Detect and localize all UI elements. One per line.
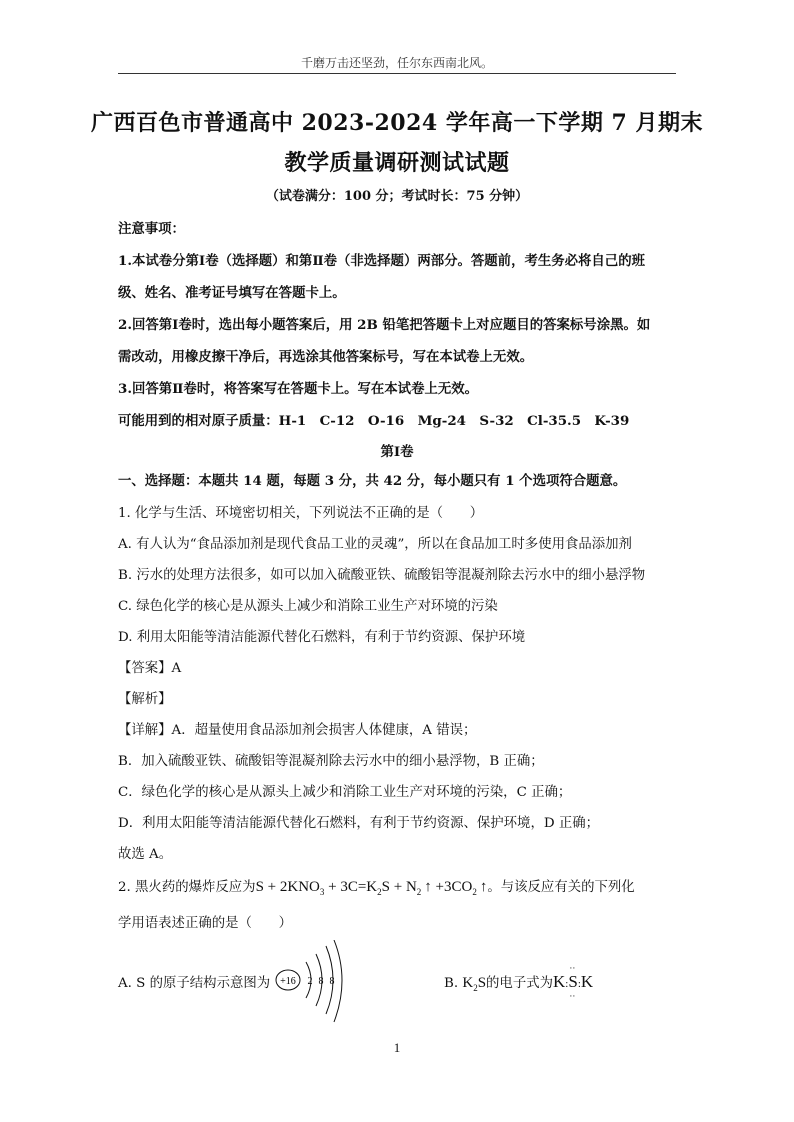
reaction-equation: $S + 2KNO_3 + 3C=K_2S + N_2$ ↑ $+3CO_2$ ↑ (255, 879, 488, 897)
q1-analysis-label: 【解析】 (118, 692, 172, 707)
notes-item3: 3.回答第Ⅱ卷时，将答案写在答题卡上。写在本试卷上无效。 (118, 381, 479, 397)
electron-shell-outer (334, 940, 342, 1022)
q2-option-b-mid: 的电子式为 (486, 976, 553, 991)
q1-stem: 1. 化学与生活、环境密切相关，下列说法不正确的是（ ） (118, 506, 484, 521)
exam-info: （试卷满分：100 分；考试时长：75 分钟） (265, 189, 529, 204)
q2-option-b-label: B. (444, 976, 463, 991)
shell-1-count: 2 (307, 976, 313, 987)
q1-conclusion: 故选 A。 (118, 847, 173, 862)
q1-detail-a: 【详解】A．超量使用食品添加剂会损害人体健康，A 错误； (118, 723, 477, 738)
k2s-electron-dot-formula: K:S ·· ·· :K (553, 963, 594, 1001)
exam-title-line1: 广西百色市普通高中 2023-2024 学年高一下学期 7 月期末 (90, 110, 704, 136)
q1-detail-c: C．绿色化学的核心是从源头上减少和消除工业生产对环境的污染，C 正确； (118, 785, 572, 800)
shell-2-count: 8 (318, 976, 324, 987)
nucleus-charge: +16 (280, 976, 296, 987)
atomic-masses: 可能用到的相对原子质量：H-1 C-12 O-16 Mg-24 S-32 Cl-35.5 K-39 (118, 413, 630, 429)
notes-item1-line1: 1.本试卷分第Ⅰ卷（选择题）和第Ⅱ卷（非选择题）两部分。答题前，考生务必将自己的班 (118, 253, 645, 269)
exam-title-line2: 教学质量调研测试试题 (284, 150, 510, 176)
q1-answer: 【答案】A (118, 661, 182, 676)
q1-option-b: B. 污水的处理方法很多，如可以加入硫酸亚铁、硫酸铝等混凝剂除去污水中的细小悬浮物 (118, 568, 646, 583)
q1-option-d: D. 利用太阳能等清洁能源代替化石燃料，有利于节约资源、保护环境 (118, 630, 526, 645)
sulfur-atomic-structure-diagram (270, 940, 350, 1026)
notes-item1-line2: 级、姓名、准考证号填写在答题卡上。 (118, 285, 346, 301)
notes-item2-line1: 2.回答第Ⅰ卷时，选出每小题答案后，用 2B 铅笔把答题卡上对应题目的答案标号涂黑。如 (118, 317, 651, 333)
notes-item2-line2: 需改动，用橡皮擦干净后，再选涂其他答案标号，写在本试卷上无效。 (118, 349, 534, 365)
q2-option-a-label: A. S 的原子结构示意图为 (118, 976, 271, 991)
page-number: 1 (393, 1040, 401, 1055)
k2s-formula: $K_2S$ (462, 975, 487, 993)
volume-label: 第Ⅰ卷 (380, 444, 414, 460)
header-divider (118, 73, 676, 74)
section-heading: 一、选择题：本题共 14 题，每题 3 分，共 42 分，每小题只有 1 个选项符合题意。 (118, 473, 627, 489)
q1-option-a: A. 有人认为“食品添加剂是现代食品工业的灵魂”，所以在食品加工时多使用食品添加剂 (118, 537, 632, 552)
q1-option-c: C. 绿色化学的核心是从源头上减少和消除工业生产对环境的污染 (118, 599, 498, 614)
q2-stem-line2: 学用语表述正确的是（ ） (118, 916, 293, 931)
header-motto: 千磨万击还坚劲，任尔东西南北风。 (300, 56, 493, 70)
shell-3-count: 8 (329, 976, 335, 987)
q2-stem-prefix: 2. 黑火药的爆炸反应为 (118, 880, 256, 895)
q1-detail-d: D．利用太阳能等清洁能源代替化石燃料，有利于节约资源、保护环境，D 正确； (118, 816, 600, 831)
q2-stem-line1 (118, 876, 635, 897)
notes-heading: 注意事项： (118, 221, 185, 237)
q2-stem-suffix: 。与该反应有关的下列化 (487, 880, 635, 895)
q2-option-b (444, 963, 594, 1001)
q1-detail-b: B．加入硫酸亚铁、硫酸铝等混凝剂除去污水中的细小悬浮物，B 正确； (118, 754, 544, 769)
